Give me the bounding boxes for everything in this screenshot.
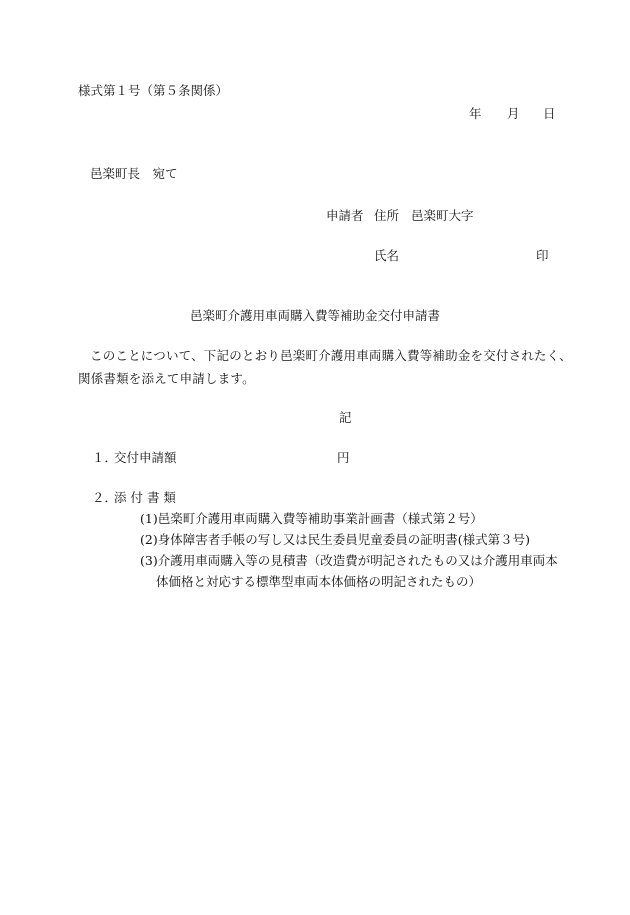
item1-label: 交付申請額 xyxy=(114,450,177,465)
date-year: 年 xyxy=(469,106,482,121)
item2-number: ２． xyxy=(92,490,118,505)
ki-heading: 記 xyxy=(339,410,352,425)
document-title: 邑楽町介護用車両購入費等補助金交付申請書 xyxy=(190,308,441,323)
address-value: 邑楽町大字 xyxy=(411,208,474,223)
date-day: 日 xyxy=(543,106,556,121)
body-line-1: このことについて、下記のとおり邑楽町介護用車両購入費等補助金を交付されたく、 xyxy=(90,348,572,363)
item1-number: １． xyxy=(92,450,118,465)
name-label: 氏名 xyxy=(374,248,400,263)
date-month: 月 xyxy=(507,106,520,121)
form-number: 様式第１号（第５条関係） xyxy=(78,83,229,98)
body-line-2: 関係書類を添えて申請します。 xyxy=(78,371,255,386)
attachment-doc-1: (1)邑楽町介護用車両購入費等補助事業計画書（様式第２号） xyxy=(140,511,483,526)
item1-unit: 円 xyxy=(337,450,350,465)
address-label: 住所 xyxy=(374,208,400,223)
item2-label: 添 付 書 類 xyxy=(114,490,176,505)
attachment-doc-2: (2)身体障害者手帳の写し又は民生委員児童委員の証明書(様式第３号) xyxy=(140,532,530,547)
attachment-doc-3-continued: 体価格と対応する標準型車両本体価格の明記されたもの） xyxy=(156,574,482,589)
addressee: 邑楽町長 宛て xyxy=(90,166,178,181)
seal-mark: 印 xyxy=(536,248,549,263)
attachment-doc-3: (3)介護用車両購入等の見積書（改造費が明記されたもの又は介護用車両本 xyxy=(140,553,558,568)
applicant-role: 申請者 xyxy=(326,208,364,223)
